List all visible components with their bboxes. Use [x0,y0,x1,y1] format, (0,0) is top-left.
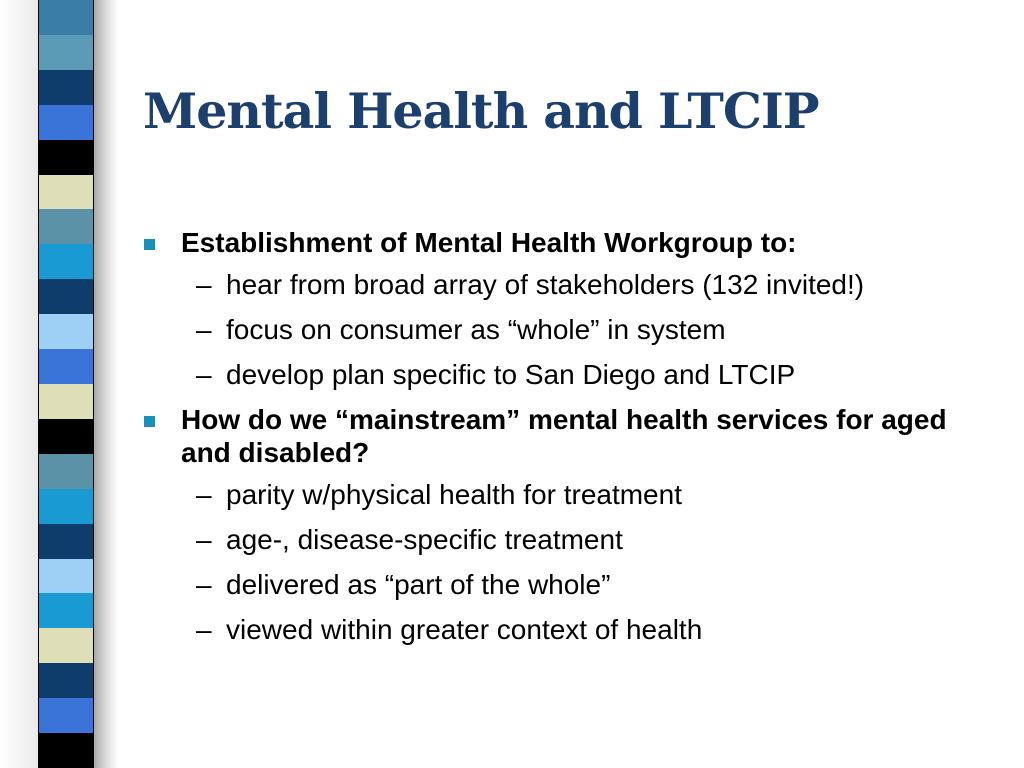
stripe-block [39,349,93,384]
sub-bullet-text: hear from broad array of stakeholders (132 invited!) [226,269,865,300]
stripe-block [39,105,93,140]
stripe-block [39,524,93,559]
stripe-block [39,559,93,594]
sub-bullet-item [143,568,993,601]
dash-bullet-icon: – [196,314,212,345]
stripe-blocks [38,0,94,768]
stripe-block [39,698,93,733]
stripe-block [39,175,93,210]
dash-bullet-icon: – [196,359,212,390]
sub-bullet-text: parity w/physical health for treatment [226,479,682,510]
stripe-block [39,140,93,175]
sub-bullet-item [143,358,993,391]
sub-bullet-text: delivered as “part of the whole” [226,569,611,600]
sub-bullet-text: age-, disease-specific treatment [226,524,623,555]
bullet-item [143,226,993,259]
sub-bullet-item [143,268,993,301]
dash-bullet-icon: – [196,269,212,300]
slide-title: Mental Health and LTCIP [143,82,819,140]
square-bullet-icon [144,416,155,427]
sub-bullet-item [143,478,993,511]
stripe-block [39,419,93,454]
sub-bullet-text: viewed within greater context of health [226,614,703,645]
stripe-block [39,663,93,698]
bullet-text: How do we “mainstream” mental health services for aged and disabled? [181,404,947,468]
sub-bullet-item [143,523,993,556]
stripe-block [39,0,93,35]
sub-bullet-text: develop plan specific to San Diego and LTCIP [226,359,796,390]
stripe-block [39,384,93,419]
stripe-block [39,70,93,105]
sub-bullet-item [143,313,993,346]
stripe-block [39,279,93,314]
dash-bullet-icon: – [196,479,212,510]
bullet-text: Establishment of Mental Health Workgroup to: [181,227,797,258]
stripe-block [39,628,93,663]
sub-bullet-item [143,613,993,646]
bullet-item [143,403,993,469]
stripe-block [39,593,93,628]
sub-bullet-text: focus on consumer as “whole” in system [226,314,726,345]
slide-content [143,226,993,658]
dash-bullet-icon: – [196,614,212,645]
stripe-shadow [94,0,118,768]
stripe-block [39,244,93,279]
stripe-block [39,489,93,524]
stripe-block [39,35,93,70]
decorative-stripe-bar [0,0,118,768]
square-bullet-icon [144,239,155,250]
stripe-left-shade [0,0,38,768]
stripe-block [39,733,93,768]
dash-bullet-icon: – [196,524,212,555]
stripe-block [39,209,93,244]
dash-bullet-icon: – [196,569,212,600]
stripe-block [39,314,93,349]
stripe-block [39,454,93,489]
